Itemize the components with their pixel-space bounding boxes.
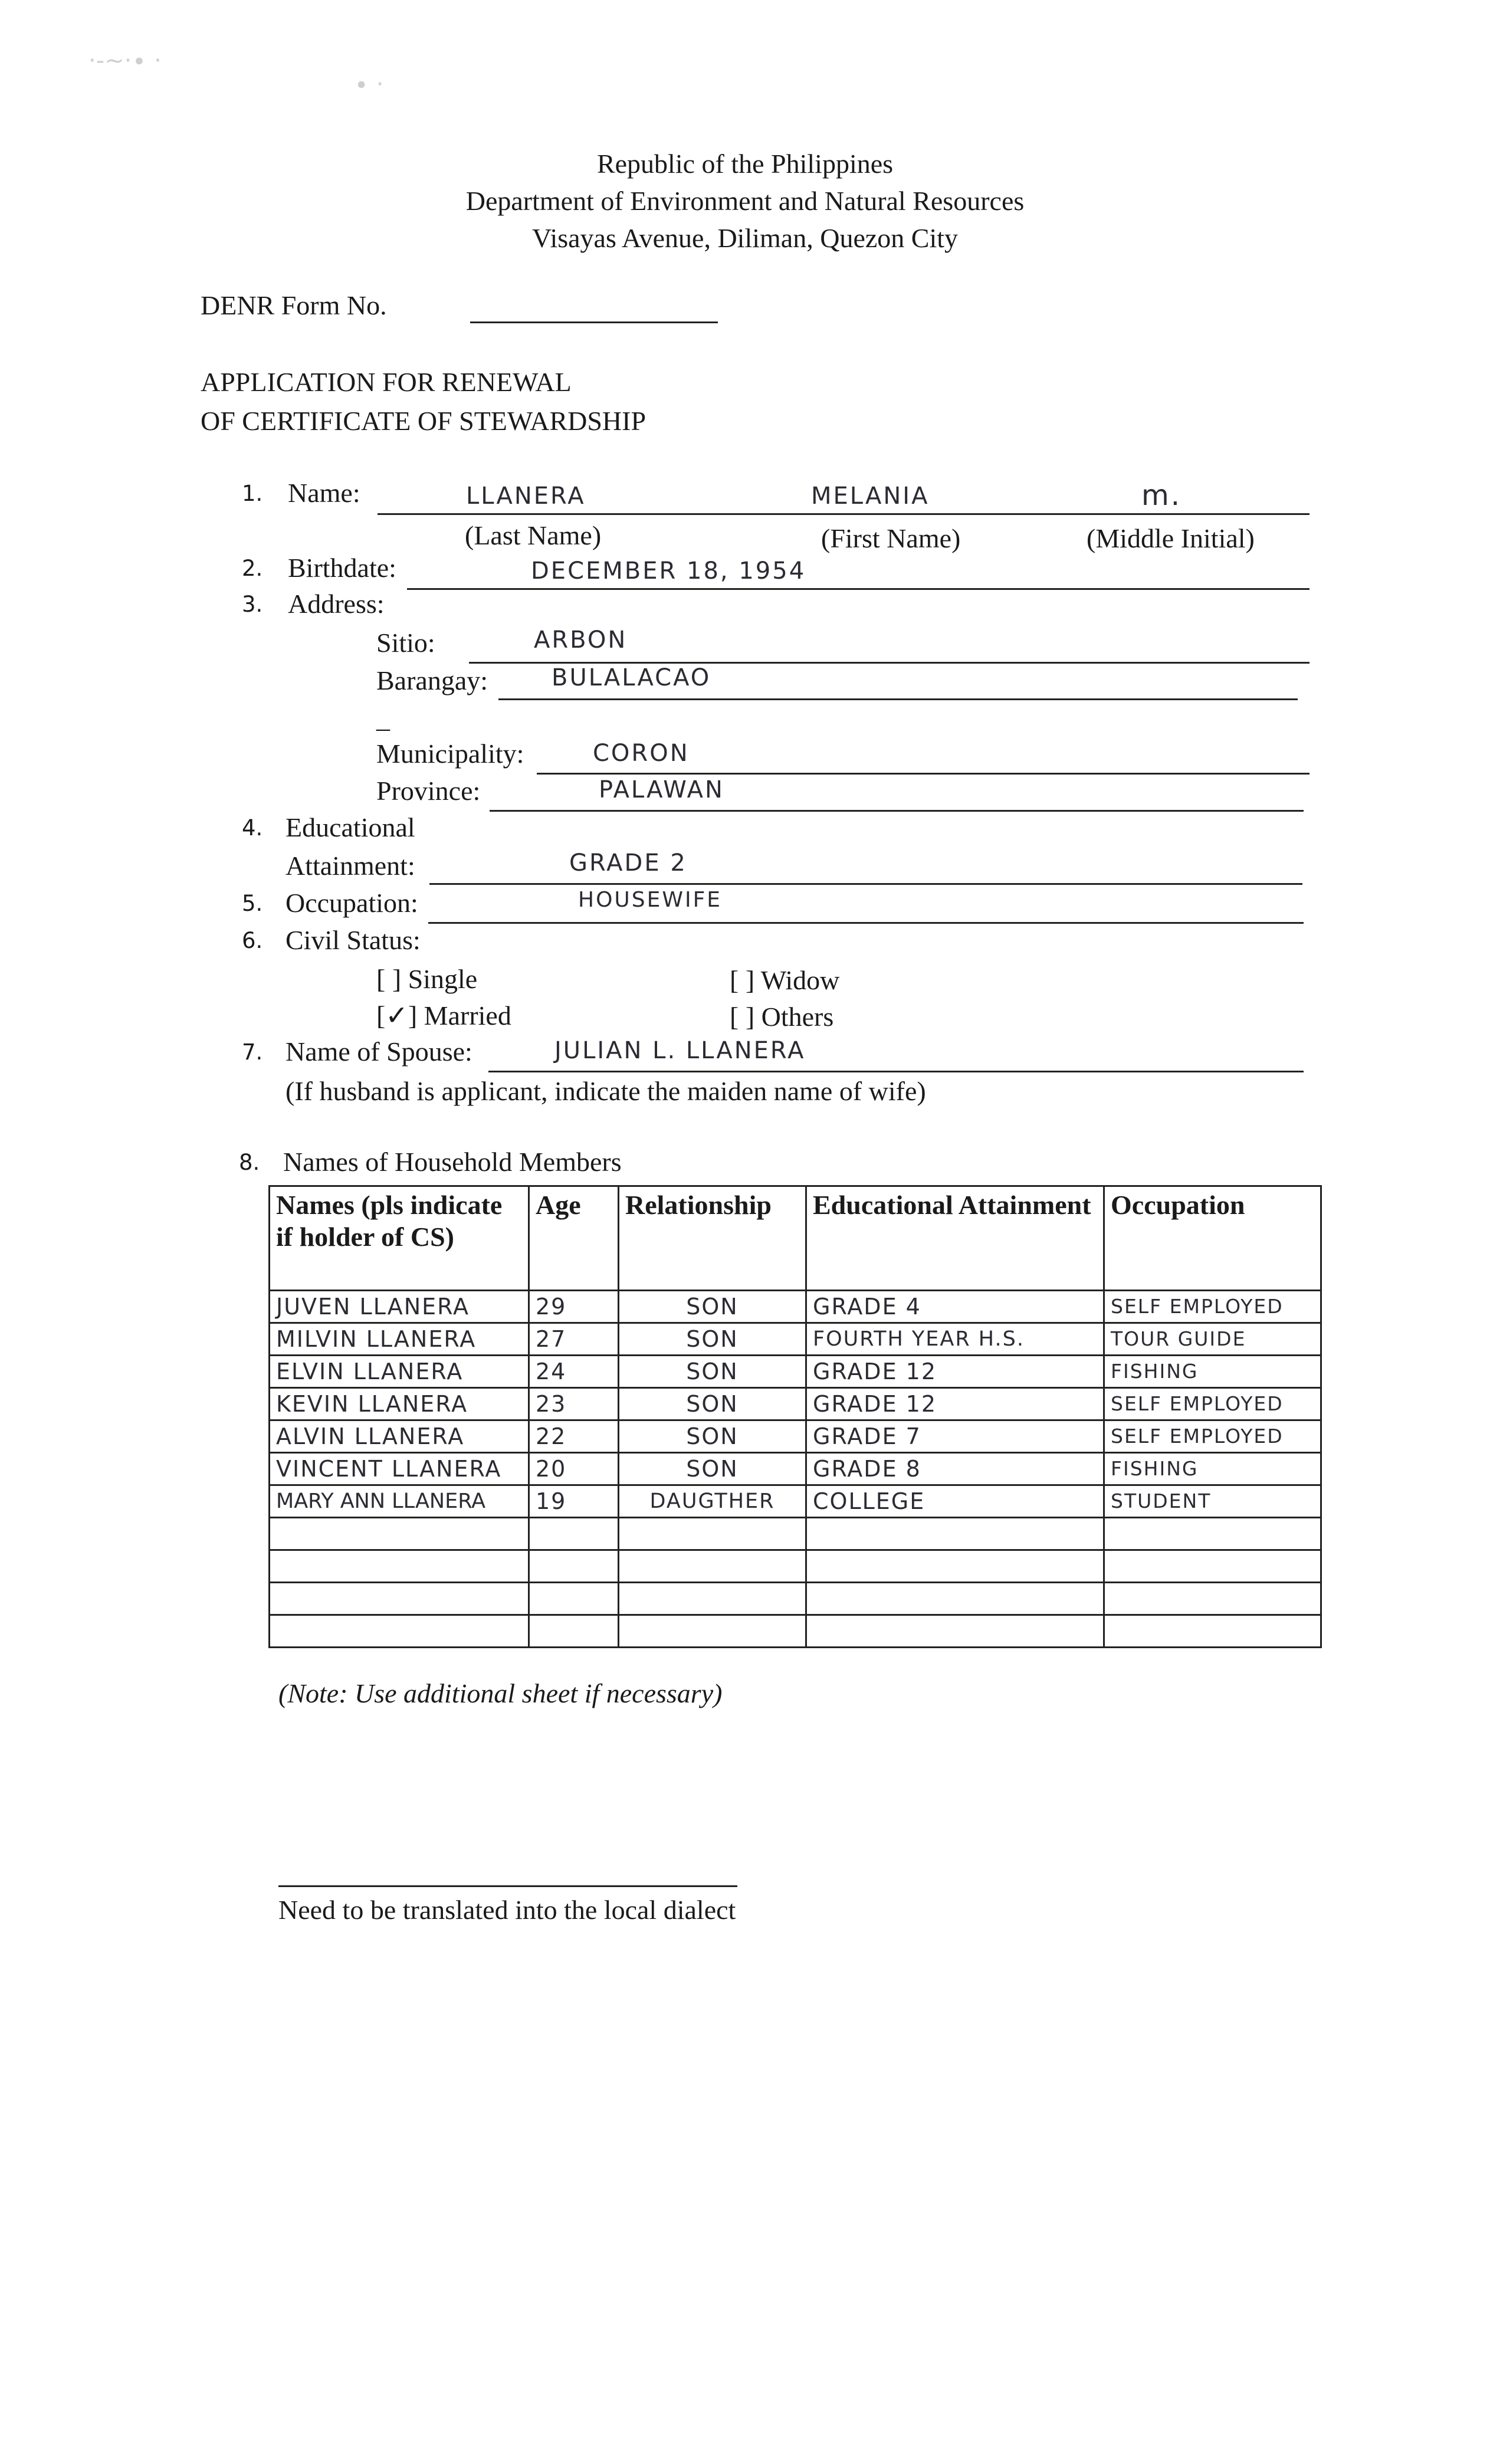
member-relationship: SON	[619, 1388, 806, 1420]
civil-status-label: Civil Status:	[285, 925, 421, 955]
item-number: 6.	[242, 928, 263, 953]
member-relationship: SON	[619, 1356, 806, 1388]
occupation-line	[428, 922, 1304, 924]
spouse-label: Name of Spouse:	[285, 1036, 472, 1067]
scan-smudge: ·‑~·∙ ·	[88, 47, 162, 74]
footer-line	[278, 1885, 737, 1887]
spouse-value: JULIAN L. LLANERA	[554, 1037, 806, 1064]
header-line-1: Republic of the Philippines	[596, 149, 894, 179]
member-name: VINCENT LLANERA	[270, 1453, 529, 1485]
column-header-education: Educational Attainment	[806, 1186, 1104, 1291]
member-education	[806, 1583, 1104, 1615]
table-row	[270, 1615, 1321, 1648]
member-name	[270, 1615, 529, 1648]
member-education: GRADE 4	[806, 1291, 1104, 1323]
member-age	[529, 1615, 619, 1648]
form-title-line-1: APPLICATION FOR RENEWAL	[201, 367, 572, 397]
province-line	[490, 810, 1304, 812]
municipality-line	[537, 773, 1310, 775]
table-header-row	[270, 1186, 1321, 1291]
scan-smudge: ∙ ·	[354, 71, 384, 98]
member-education: FOURTH YEAR H.S.	[806, 1323, 1104, 1356]
table-row	[270, 1420, 1321, 1453]
member-occupation: SELF EMPLOYED	[1104, 1388, 1321, 1420]
column-header-occupation: Occupation	[1104, 1186, 1321, 1291]
member-name: ELVIN LLANERA	[270, 1356, 529, 1388]
others-checkbox[interactable]: [ ] Others	[730, 1002, 834, 1032]
sitio-label: Sitio:	[376, 628, 435, 658]
member-occupation: SELF EMPLOYED	[1104, 1420, 1321, 1453]
member-name	[270, 1518, 529, 1550]
member-name: MARY ANN LLANERA	[270, 1485, 529, 1518]
member-age: 24	[529, 1356, 619, 1388]
municipality-value: CORON	[593, 740, 690, 767]
member-occupation: FISHING	[1104, 1453, 1321, 1485]
member-education: GRADE 8	[806, 1453, 1104, 1485]
table-row	[270, 1323, 1321, 1356]
member-relationship	[619, 1615, 806, 1648]
single-checkbox[interactable]: [ ] Single	[376, 964, 478, 994]
education-line	[429, 883, 1302, 885]
member-name	[270, 1550, 529, 1583]
member-education	[806, 1550, 1104, 1583]
table-row	[270, 1550, 1321, 1583]
member-age: 19	[529, 1485, 619, 1518]
address-dash: _	[376, 703, 390, 733]
item-number: 8.	[239, 1150, 260, 1175]
item-number: 1.	[242, 481, 263, 506]
member-age	[529, 1583, 619, 1615]
name-label: Name:	[288, 478, 360, 508]
birthdate-line	[407, 588, 1310, 590]
member-name: JUVEN LLANERA	[270, 1291, 529, 1323]
member-age: 29	[529, 1291, 619, 1323]
sitio-value: ARBON	[534, 626, 628, 654]
member-education: COLLEGE	[806, 1485, 1104, 1518]
form-no-label: DENR Form No.	[201, 290, 387, 320]
column-header-relationship: Relationship	[619, 1186, 806, 1291]
middle-initial-caption: (Middle Initial)	[1087, 523, 1255, 553]
column-header-names: Names (pls indicate if holder of CS)	[270, 1186, 529, 1291]
item-number: 3.	[242, 592, 263, 617]
table-row	[270, 1356, 1321, 1388]
member-relationship	[619, 1583, 806, 1615]
member-relationship: SON	[619, 1323, 806, 1356]
barangay-value: BULALACAO	[552, 664, 711, 691]
member-education: GRADE 12	[806, 1388, 1104, 1420]
member-age	[529, 1550, 619, 1583]
member-age: 27	[529, 1323, 619, 1356]
member-education: GRADE 7	[806, 1420, 1104, 1453]
address-label: Address:	[288, 589, 385, 619]
member-name: MILVIN LLANERA	[270, 1323, 529, 1356]
occupation-value: HOUSEWIFE	[578, 888, 723, 912]
middle-initial-value: m.	[1141, 479, 1182, 512]
sitio-line	[469, 662, 1310, 664]
member-occupation: FISHING	[1104, 1356, 1321, 1388]
member-age: 20	[529, 1453, 619, 1485]
education-label-1: Educational	[285, 812, 415, 842]
table-row	[270, 1453, 1321, 1485]
member-relationship: SON	[619, 1420, 806, 1453]
member-relationship: SON	[619, 1291, 806, 1323]
household-note: (Note: Use additional sheet if necessary)	[278, 1678, 723, 1708]
member-education: GRADE 12	[806, 1356, 1104, 1388]
education-value: GRADE 2	[569, 849, 687, 877]
first-name-value: MELANIA	[811, 483, 930, 510]
married-checkbox[interactable]: [✓] Married	[376, 1000, 511, 1031]
widow-checkbox[interactable]: [ ] Widow	[730, 965, 840, 995]
member-age: 22	[529, 1420, 619, 1453]
spouse-note: (If husband is applicant, indicate the maiden name of wife)	[285, 1076, 926, 1106]
member-education	[806, 1518, 1104, 1550]
last-name-value: LLANERA	[466, 483, 586, 510]
province-value: PALAWAN	[599, 776, 724, 803]
item-number: 5.	[242, 891, 263, 916]
birthdate-label: Birthdate:	[288, 553, 396, 583]
last-name-caption: (Last Name)	[465, 520, 602, 550]
member-education	[806, 1615, 1104, 1648]
spouse-line	[488, 1071, 1304, 1072]
table-row	[270, 1388, 1321, 1420]
household-label: Names of Household Members	[283, 1147, 622, 1177]
item-number: 7.	[242, 1039, 263, 1065]
member-occupation	[1104, 1583, 1321, 1615]
member-age	[529, 1518, 619, 1550]
item-number: 4.	[242, 815, 263, 841]
table-row	[270, 1291, 1321, 1323]
occupation-label: Occupation:	[285, 888, 418, 918]
footer-note: Need to be translated into the local dialect	[278, 1895, 736, 1925]
member-age: 23	[529, 1388, 619, 1420]
member-relationship	[619, 1518, 806, 1550]
member-relationship: DAUGTHER	[619, 1485, 806, 1518]
province-label: Province:	[376, 776, 481, 806]
household-table	[268, 1185, 1322, 1648]
member-name: KEVIN LLANERA	[270, 1388, 529, 1420]
table-row	[270, 1583, 1321, 1615]
header-line-3: Visayas Avenue, Diliman, Quezon City	[531, 223, 959, 253]
member-occupation	[1104, 1550, 1321, 1583]
member-occupation	[1104, 1518, 1321, 1550]
form-no-line	[470, 321, 718, 323]
name-line	[378, 513, 1310, 515]
member-occupation: STUDENT	[1104, 1485, 1321, 1518]
barangay-line	[498, 698, 1298, 700]
form-title-line-2: OF CERTIFICATE OF STEWARDSHIP	[201, 406, 646, 436]
birthdate-value: DECEMBER 18, 1954	[531, 557, 806, 585]
member-relationship	[619, 1550, 806, 1583]
member-occupation	[1104, 1615, 1321, 1648]
member-relationship: SON	[619, 1453, 806, 1485]
member-occupation: TOUR GUIDE	[1104, 1323, 1321, 1356]
item-number: 2.	[242, 556, 263, 581]
table-row	[270, 1518, 1321, 1550]
municipality-label: Municipality:	[376, 739, 524, 769]
table-row	[270, 1485, 1321, 1518]
member-occupation: SELF EMPLOYED	[1104, 1291, 1321, 1323]
member-name	[270, 1583, 529, 1615]
header-line-2: Department of Environment and Natural Resources	[465, 186, 1025, 216]
barangay-label: Barangay:	[376, 665, 488, 695]
column-header-age: Age	[529, 1186, 619, 1291]
education-label-2: Attainment:	[285, 851, 415, 881]
first-name-caption: (First Name)	[821, 523, 961, 553]
member-name: ALVIN LLANERA	[270, 1420, 529, 1453]
